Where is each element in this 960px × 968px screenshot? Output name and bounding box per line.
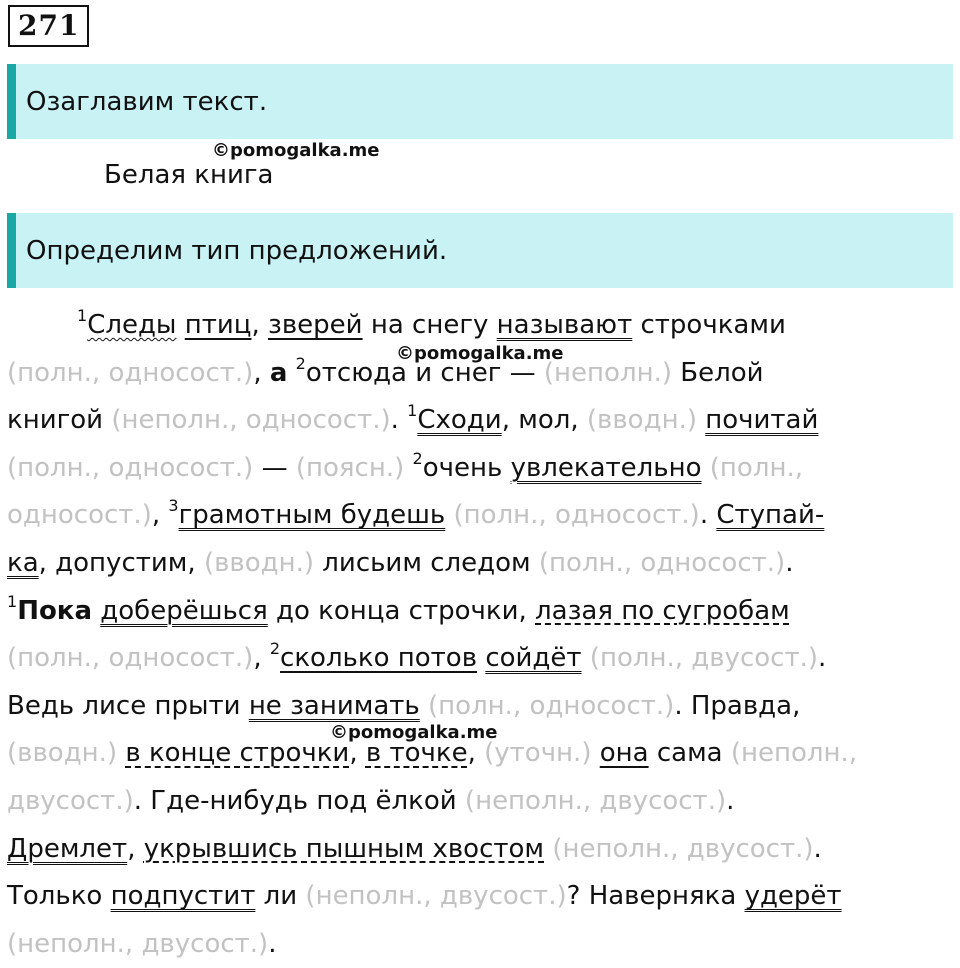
- text-line: [7, 588, 953, 636]
- heading-text: Озаглавим текст.: [26, 86, 268, 117]
- text-line: [7, 873, 953, 921]
- word: Ступай-: [716, 500, 825, 531]
- punct: —: [261, 452, 288, 483]
- note: односост.): [7, 500, 152, 531]
- word: называют: [496, 310, 633, 340]
- punct: ?: [566, 881, 581, 912]
- word: укрывшись пышным хвостом: [143, 833, 545, 864]
- word: Сходи: [417, 405, 502, 436]
- note: (неполн.,: [730, 738, 858, 769]
- word: она: [599, 738, 649, 769]
- punct: ,: [38, 547, 47, 578]
- sup-index: 2: [269, 639, 281, 659]
- word: допустим,: [55, 547, 196, 578]
- sup-index: 1: [77, 306, 88, 325]
- word: ли: [263, 881, 298, 912]
- word: строчками: [640, 310, 786, 340]
- text-line: [7, 302, 953, 350]
- word: Следы: [87, 310, 177, 340]
- punct: ,: [501, 405, 510, 436]
- note: (полн., односост.): [428, 690, 675, 721]
- word: очень: [422, 452, 503, 483]
- word: грамотным будешь: [178, 500, 446, 531]
- text-line: [7, 635, 953, 683]
- analyzed-text: [7, 302, 953, 968]
- punct: ,: [253, 643, 262, 674]
- note: (полн., односост.): [538, 547, 786, 578]
- sup-index: 1: [407, 401, 418, 421]
- sup-index: 3: [168, 496, 179, 516]
- word: отсюда и снег —: [305, 357, 536, 388]
- punct: .: [726, 785, 735, 816]
- punct: ,: [251, 310, 260, 340]
- text-line: [7, 921, 953, 968]
- watermark: ©pomogalka.me: [396, 343, 564, 364]
- section-heading-sentence-types: [7, 213, 953, 288]
- punct: .: [268, 928, 277, 959]
- word: на снегу: [370, 310, 489, 340]
- note: (полн., односост.): [453, 500, 700, 531]
- note: (неполн., двусост.): [552, 833, 814, 864]
- note: (вводн.): [7, 738, 118, 769]
- text-line: [7, 445, 953, 493]
- punct: .: [818, 643, 827, 674]
- sup-index: 2: [412, 448, 423, 468]
- text-line: [7, 492, 953, 540]
- note: двусост.): [7, 785, 134, 816]
- text-line: [7, 826, 953, 874]
- text-line: [7, 730, 953, 778]
- word: почитай: [705, 405, 819, 436]
- heading-text: Определим тип предложений.: [26, 235, 448, 266]
- punct: ,: [151, 500, 161, 531]
- text-line: [7, 397, 953, 445]
- note: (уточн.): [484, 738, 592, 769]
- text-title-answer: Белая книга: [104, 160, 274, 190]
- word: Белой: [680, 357, 764, 388]
- word: доберёшься: [100, 595, 268, 626]
- watermark: ©pomogalka.me: [212, 140, 380, 161]
- punct: .: [699, 500, 709, 531]
- note: (полн., односост.): [7, 643, 254, 674]
- punct: .: [390, 405, 399, 436]
- punct: ,: [127, 833, 136, 864]
- sup-index: 2: [295, 353, 306, 373]
- word: подпустит: [110, 881, 256, 912]
- word: до конца строчки,: [276, 595, 527, 626]
- sup-index: 1: [7, 591, 18, 611]
- word: сама: [656, 738, 723, 769]
- word: Пока: [17, 595, 93, 626]
- note: (полн., односост.): [7, 452, 254, 483]
- word: не занимать: [248, 690, 420, 721]
- word: в конце строчки: [125, 738, 350, 769]
- word: Правда,: [690, 690, 801, 721]
- punct: .: [813, 833, 822, 864]
- punct: .: [674, 690, 683, 721]
- text-line: [7, 540, 953, 588]
- note: (неполн.): [543, 357, 672, 388]
- note: (неполн., односост.): [111, 405, 391, 436]
- text-line: [7, 683, 953, 731]
- note: (полн., односост.): [7, 357, 254, 388]
- note: (поясн.): [295, 452, 405, 483]
- word: Ведь лисе прыти: [7, 690, 241, 721]
- text-line: [7, 350, 953, 398]
- word: Наверняка: [588, 881, 737, 912]
- word: в точке: [365, 738, 468, 769]
- punct: ,: [253, 357, 262, 388]
- word: а: [269, 357, 288, 388]
- word: Только: [7, 881, 103, 912]
- punct: ,: [349, 738, 358, 769]
- note: (неполн., двусост.): [7, 928, 269, 959]
- word: мол,: [518, 405, 579, 436]
- word: увлекательно: [510, 452, 702, 483]
- note: (вводн.): [586, 405, 697, 436]
- note: (полн., двусост.): [589, 643, 818, 674]
- note: (полн.,: [709, 452, 803, 483]
- word: удерёт: [744, 881, 842, 912]
- word: лазая по сугробам: [535, 595, 790, 626]
- punct: .: [133, 785, 143, 816]
- text-line: [7, 778, 953, 826]
- word: сколько потов: [280, 643, 478, 674]
- word: зверей: [268, 310, 363, 340]
- note: (неполн., двусост.): [464, 785, 727, 816]
- word: Где-нибудь под ёлкой: [150, 785, 457, 816]
- note: (неполн., двусост.): [305, 881, 567, 912]
- note: (вводн.): [203, 547, 315, 578]
- watermark: ©pomogalka.me: [330, 722, 498, 743]
- word: птиц: [184, 310, 252, 340]
- word: лисьим следом: [322, 547, 531, 578]
- punct: ,: [467, 738, 476, 769]
- task-number: 271: [8, 5, 89, 47]
- section-heading-title: [7, 64, 953, 139]
- word: Дремлет: [7, 833, 128, 864]
- word: ка: [7, 547, 39, 578]
- punct: .: [785, 547, 794, 578]
- word: сойдёт: [485, 643, 582, 674]
- word: книгой: [7, 405, 104, 436]
